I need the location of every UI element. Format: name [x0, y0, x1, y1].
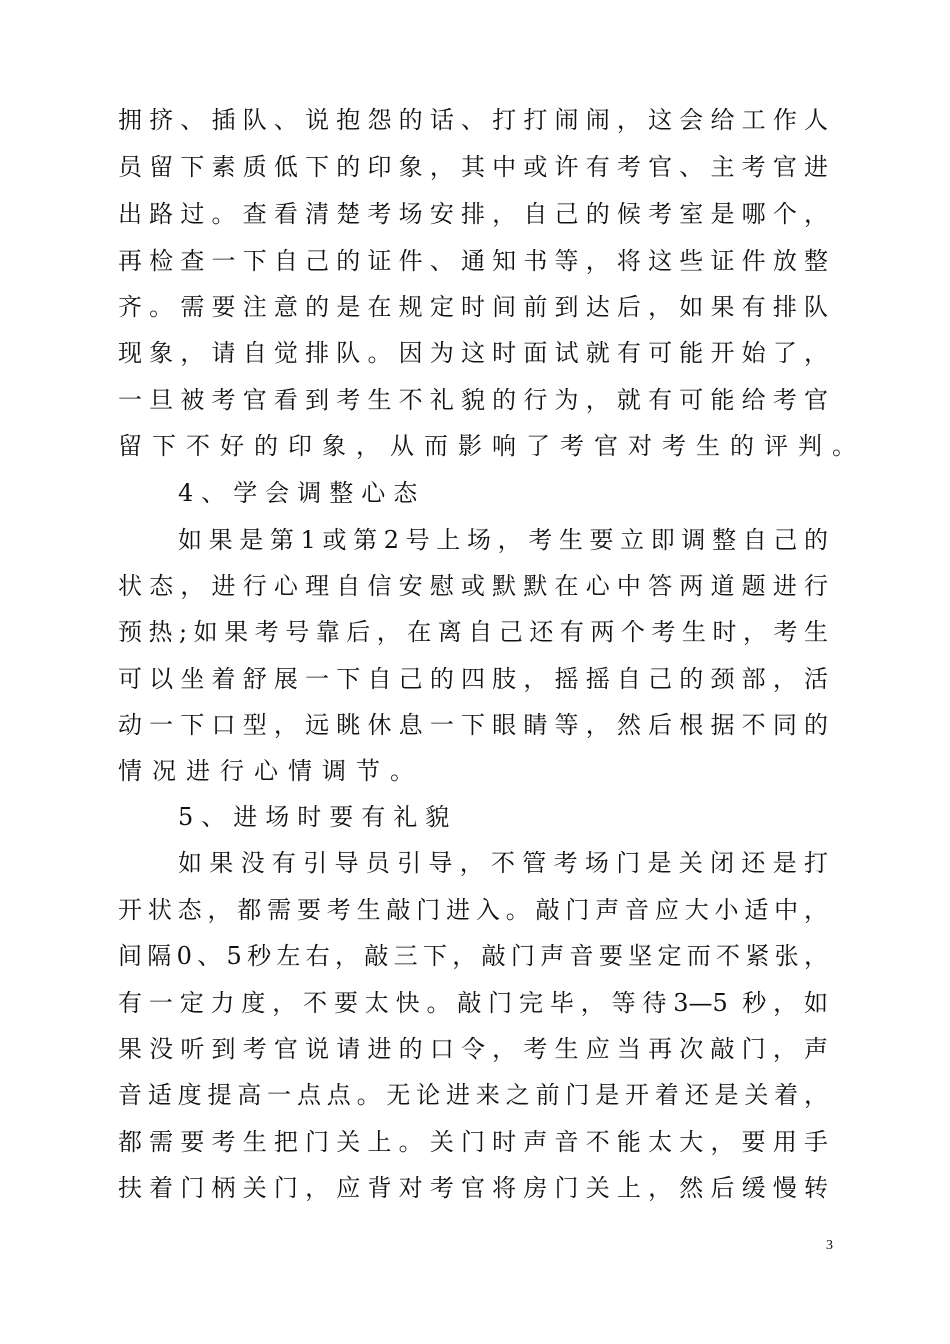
paragraph-2-line-1: 如果是第1或第2号上场，考生要立即调整自己的 [178, 526, 828, 554]
paragraph-3-line-5: 果没听到考官说请进的口令，考生应当再次敲门，声 [118, 1035, 828, 1063]
paragraph-1-line-2: 员留下素质低下的印象，其中或许有考官、主考官进 [118, 153, 828, 181]
paragraph-2-line-4: 可以坐着舒展一下自己的四肢，摇摇自己的颈部，活 [118, 665, 828, 693]
paragraph-1-line-3: 出路过。查看清楚考场安排，自己的候考室是哪个， [118, 200, 828, 228]
paragraph-3-line-2: 开状态，都需要考生敲门进入。敲门声音应大小适中， [118, 896, 828, 924]
paragraph-3-line-7: 都需要考生把门关上。关门时声音不能太大，要用手 [118, 1128, 828, 1156]
paragraph-1-line-6: 现象，请自觉排队。因为这时面试就有可能开始了， [118, 339, 828, 367]
section-heading-4: 4、学会调整心态 [178, 479, 426, 507]
paragraph-2-line-5: 动一下口型，远眺休息一下眼睛等，然后根据不同的 [118, 711, 828, 739]
paragraph-1-line-8: 留下不好的印象，从而影响了考官对考生的评判。 [118, 432, 866, 460]
page-number: 3 [826, 1238, 833, 1253]
paragraph-2-line-6: 情况进行心情调节。 [118, 757, 424, 785]
paragraph-3-line-4: 有一定力度，不要太快。敲门完毕，等待3—5 秒，如 [118, 989, 828, 1017]
paragraph-1-line-5: 齐。需要注意的是在规定时间前到达后，如果有排队 [118, 293, 828, 321]
section-heading-5: 5、进场时要有礼貌 [178, 803, 458, 831]
paragraph-1-line-7: 一旦被考官看到考生不礼貌的行为，就有可能给考官 [118, 386, 828, 414]
paragraph-3-line-8: 扶着门柄关门，应背对考官将房门关上，然后缓慢转 [118, 1174, 828, 1202]
paragraph-3-line-3: 间隔0、5秒左右，敲三下，敲门声音要坚定而不紧张， [118, 942, 828, 970]
paragraph-1-line-4: 再检查一下自己的证件、通知书等，将这些证件放整 [118, 247, 828, 275]
paragraph-3-line-1: 如果没有引导员引导，不管考场门是关闭还是打 [178, 849, 828, 877]
paragraph-2-line-3: 预热;如果考号靠后，在离自己还有两个考生时，考生 [118, 618, 828, 646]
paragraph-3-line-6: 音适度提高一点点。无论进来之前门是开着还是关着， [118, 1081, 828, 1109]
paragraph-2-line-2: 状态，进行心理自信安慰或默默在心中答两道题进行 [118, 572, 828, 600]
paragraph-1-line-1: 拥挤、插队、说抱怨的话、打打闹闹，这会给工作人 [118, 106, 828, 134]
